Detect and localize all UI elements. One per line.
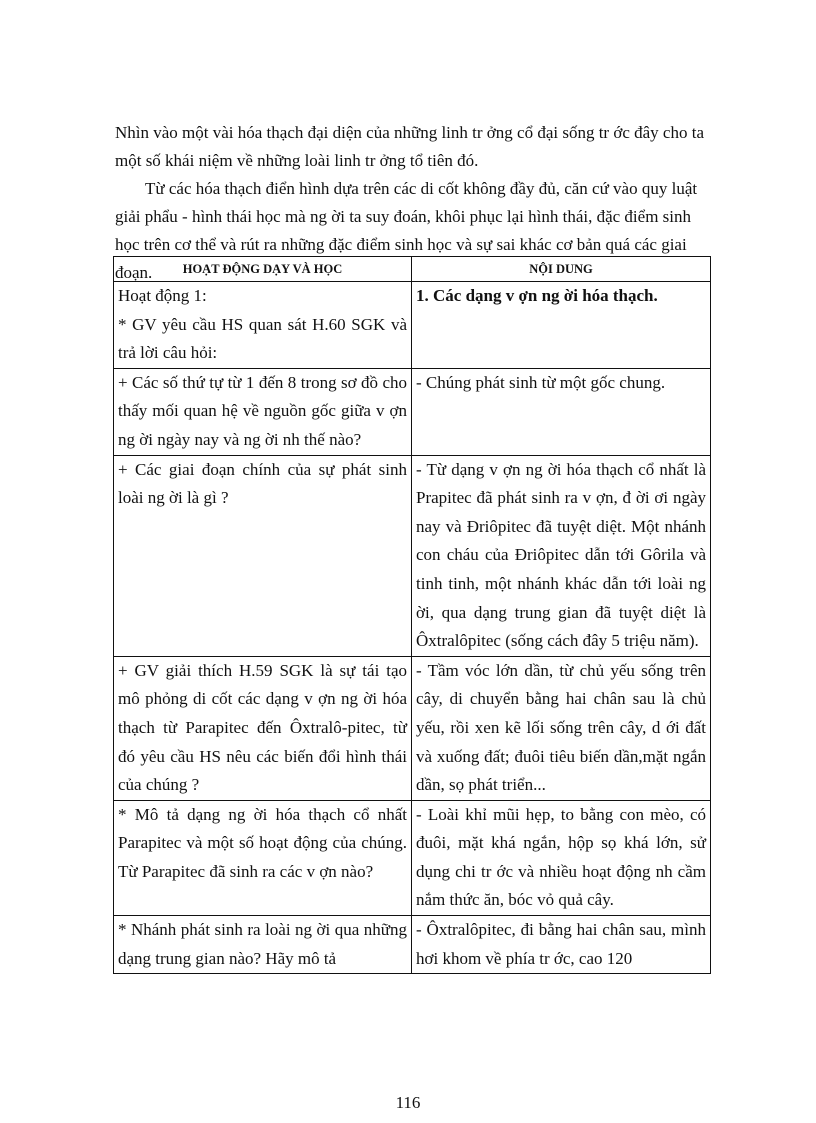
lesson-table	[113, 256, 711, 974]
activity-title: Hoạt động 1:	[118, 286, 207, 305]
table-header-row	[114, 257, 711, 282]
activity-cell	[114, 455, 412, 656]
intro-paragraph-1: Nhìn vào một vài hóa thạch đại diện của những linh tr ởng cổ đại sống tr ớc đây cho ta một số khái niệm về những loài linh tr ởng tổ tiên đó.	[115, 123, 704, 170]
content-cell	[412, 916, 711, 974]
activity-text: + GV giải thích H.59 SGK là sự tái tạo mô phỏng di cốt các dạng v ợn ng ời hóa thạch từ Parapitec đến Ôxtralô-pitec, từ đó yêu cầu HS nêu các biến đổi hình thái của chúng ?	[118, 660, 407, 795]
table-row	[114, 800, 711, 915]
activity-text: + Các số thứ tự từ 1 đến 8 trong sơ đồ cho thấy mối quan hệ về nguồn gốc giữa v ợn ng ời ngày nay và ng ời nh thế nào?	[118, 372, 407, 449]
activity-text: * GV yêu cầu HS quan sát H.60 SGK và trả lời câu hỏi:	[118, 314, 407, 363]
content-cell	[412, 656, 711, 800]
page-number: 116	[395, 1093, 421, 1112]
activity-text: + Các giai đoạn chính của sự phát sinh loài ng ời là gì ?	[118, 459, 407, 508]
content-text: - Ôxtralôpitec, đi bằng hai chân sau, mình hơi khom về phía tr ớc, cao 120	[416, 920, 706, 968]
table-row	[114, 455, 711, 656]
table-row	[114, 282, 711, 369]
content-cell	[412, 800, 711, 915]
activity-cell	[114, 282, 412, 369]
table-row	[114, 916, 711, 974]
activity-cell	[114, 656, 412, 800]
activity-cell	[114, 368, 412, 455]
table-row	[114, 656, 711, 800]
content-text: - Chúng phát sinh từ một gốc chung.	[416, 372, 666, 392]
content-text: - Loài khỉ mũi hẹp, to bằng con mèo, có đuôi, mặt khá ngắn, hộp sọ khá lớn, sử dụng chi tr ớc và nhiều hoạt động nh cầm nắm thức ăn, bóc vỏ quả cây.	[416, 804, 706, 910]
section-heading: 1. Các dạng v ợn ng ời hóa thạch.	[416, 286, 658, 305]
content-cell	[412, 368, 711, 455]
activity-text: * Nhánh phát sinh ra loài ng ời qua những dạng trung gian nào? Hãy mô tả	[118, 920, 407, 968]
header-activities: HOẠT ĐỘNG DẠY VÀ HỌC	[114, 257, 412, 282]
content-text: - Từ dạng v ợn ng ời hóa thạch cổ nhất là Prapitec đã phát sinh ra v ợn, đ ời ơi ngày nay và Đriôpitec đã tuyệt diệt. Một nhánh con cháu của Đriôpitec dẫn tới Gôrila và tinh tinh, một nhánh khác dẫn tới loài ng ời, qua dạng trung gian đã tuyệt diệt là Ôxtralôpitec (sống cách đây 5 triệu năm).	[416, 459, 706, 651]
header-content: NỘI DUNG	[412, 257, 711, 282]
activity-text: * Mô tả dạng ng ời hóa thạch cổ nhất Parapitec và một số hoạt động của chúng. Từ Parapitec đã sinh ra các v ợn nào?	[118, 804, 407, 881]
content-cell	[412, 282, 711, 369]
activity-cell	[114, 800, 412, 915]
content-cell	[412, 455, 711, 656]
content-text: - Tầm vóc lớn dần, từ chủ yếu sống trên cây, di chuyển bằng hai chân sau là chủ yếu, rồi xen kẽ lối sống trên cây, d ới đất và xuống đất; đuôi tiêu biến dần,mặt ngắn dần, sọ phát triển...	[416, 660, 706, 795]
intro-paragraph-2: Từ các hóa thạch điển hình dựa trên các di cốt không đầy đủ, căn cứ vào quy luật giải phẩu - hình thái học mà ng ời ta suy đoán, khôi phục lại hình thái, đặc điểm sinh học trên cơ thể và rút ra những đặc điểm sinh học và sự sai khác cơ bản quá các giai đoạn.	[115, 179, 698, 282]
activity-cell	[114, 916, 412, 974]
table-row	[114, 368, 711, 455]
